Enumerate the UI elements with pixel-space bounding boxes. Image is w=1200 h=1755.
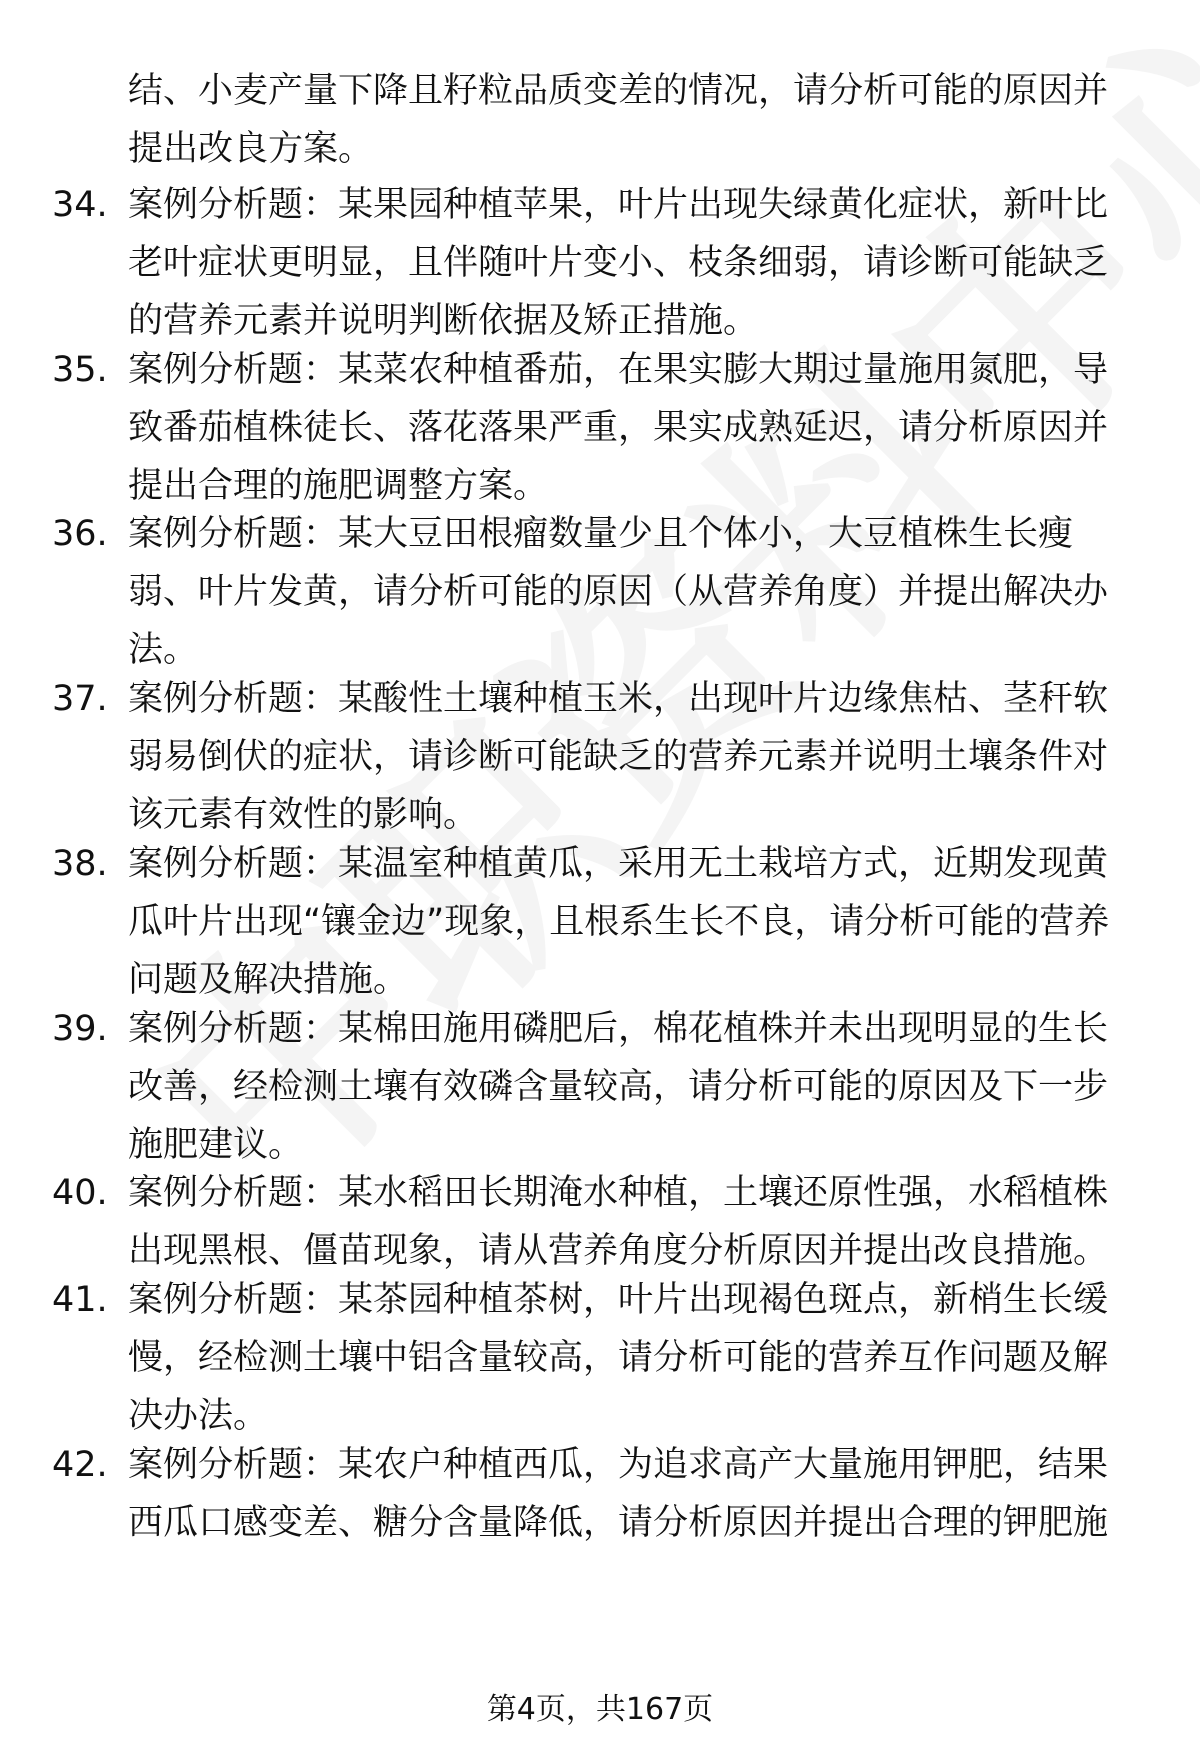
question-text: 案例分析题：某果园种植苹果，叶片出现失绿黄化症状，新叶比老叶症状更明显，且伴随叶片变小、枝条细弱，请诊断可能缺乏的营养元素并说明判断依据及矫正措施。 bbox=[128, 185, 1109, 341]
question-number: 35. bbox=[52, 350, 108, 390]
question-34 bbox=[52, 176, 1142, 350]
question-number: 41. bbox=[52, 1280, 108, 1320]
question-text: 案例分析题：某棉田施用磷肥后，棉花植株并未出现明显的生长改善，经检测土壤有效磷含量较高，请分析可能的原因及下一步施肥建议。 bbox=[128, 1009, 1109, 1165]
question-number: 36. bbox=[52, 514, 108, 554]
page-number: 第4页，共167页 bbox=[486, 1692, 714, 1727]
question-text: 案例分析题：某水稻田长期淹水种植，土壤还原性强，水稻植株出现黑根、僵苗现象，请从营养角度分析原因并提出改良措施。 bbox=[128, 1173, 1109, 1271]
question-number: 34. bbox=[52, 185, 108, 225]
question-text: 案例分析题：某酸性土壤种植玉米，出现叶片边缘焦枯、茎秆软弱易倒伏的症状，请诊断可能缺乏的营养元素并说明土壤条件对该元素有效性的影响。 bbox=[128, 679, 1109, 835]
question-40 bbox=[52, 1164, 1142, 1280]
question-number: 38. bbox=[52, 844, 108, 884]
question-text: 案例分析题：某茶园种植茶树，叶片出现褐色斑点，新梢生长缓慢，经检测土壤中铝含量较高，请分析可能的营养互作问题及解决办法。 bbox=[128, 1280, 1109, 1436]
question-text: 案例分析题：某菜农种植番茄，在果实膨大期过量施用氮肥，导致番茄植株徒长、落花落果严重，果实成熟延迟，请分析原因并提出合理的施肥调整方案。 bbox=[128, 350, 1109, 506]
question-text: 案例分析题：某农户种植西瓜，为追求高产大量施用钾肥，结果西瓜口感变差、糖分含量降低，请分析原因并提出合理的钾肥施 bbox=[128, 1445, 1109, 1543]
question-text: 案例分析题：某大豆田根瘤数量少且个体小，大豆植株生长瘦弱、叶片发黄，请分析可能的原因（从营养角度）并提出解决办法。 bbox=[128, 514, 1109, 670]
question-number: 39. bbox=[52, 1009, 108, 1049]
question-38 bbox=[52, 835, 1142, 1009]
question-text: 案例分析题：某温室种植黄瓜，采用无土栽培方式，近期发现黄瓜叶片出现“镶金边”现象，且根系生长不良，请分析可能的营养问题及解决措施。 bbox=[128, 844, 1110, 1000]
question-41 bbox=[52, 1271, 1142, 1445]
question-42 bbox=[52, 1436, 1142, 1552]
question-39 bbox=[52, 1000, 1142, 1174]
continued-question-text: 结、小麦产量下降且籽粒品质变差的情况，请分析可能的原因并提出改良方案。 bbox=[128, 71, 1109, 169]
question-number: 40. bbox=[52, 1173, 108, 1213]
question-number: 42. bbox=[52, 1445, 108, 1485]
question-37 bbox=[52, 670, 1142, 844]
question-36 bbox=[52, 505, 1142, 679]
question-35 bbox=[52, 341, 1142, 515]
question-number: 37. bbox=[52, 679, 108, 719]
